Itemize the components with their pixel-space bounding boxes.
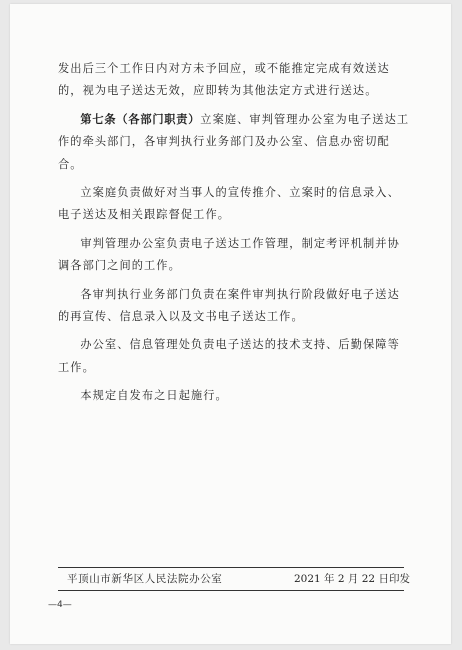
- trial-management-text: 审判管理办公室负责电子送达工作管理，制定考评机制并协调各部门之间的工作。: [58, 236, 400, 273]
- paragraph-effective-date: [58, 385, 410, 407]
- paragraph-business-departments: [58, 284, 410, 329]
- paragraph-article-7: [58, 109, 410, 176]
- issuing-office: 平顶山市新华区人民法院办公室: [67, 573, 223, 585]
- paragraph-trial-management: [58, 233, 410, 278]
- paragraph-filing-division: [58, 182, 410, 227]
- paragraph-office-it: [58, 334, 410, 379]
- article-7-heading: 第七条（各部门职责）: [80, 112, 201, 126]
- document-page: [10, 4, 451, 644]
- footer-top-rule: [58, 567, 404, 568]
- office-it-text: 办公室、信息管理处负责电子送达的技术支持、后勤保障等工作。: [58, 338, 400, 374]
- filing-division-text: 立案庭负责做好对当事人的宣传推介、立案时的信息录入、电子送达及相关跟踪督促工作。: [58, 186, 400, 222]
- footer-bottom-rule: [58, 590, 404, 591]
- page-number: —4—: [48, 600, 72, 610]
- issue-date: 2021 年 2 月 22 日印发: [294, 573, 410, 585]
- document-body: [58, 58, 410, 414]
- effective-date-text: 本规定自发布之日起施行。: [80, 389, 228, 403]
- article-7-text: 立案庭、审判管理办公室为电子送达工作的牵头部门，各审判执行业务部门及办公室、信息办密切配合。: [58, 112, 410, 171]
- paragraph-1-text: 发出后三个工作日内对方未予回应，或不能推定完成有效送达的，视为电子送达无效，应即转为其他法定方式进行送达。: [58, 62, 390, 98]
- paragraph-1: [58, 58, 410, 103]
- business-departments-text: 各审判执行业务部门负责在案件审判执行阶段做好电子送达的再宣传、信息录入以及文书电子送达工作。: [58, 287, 400, 324]
